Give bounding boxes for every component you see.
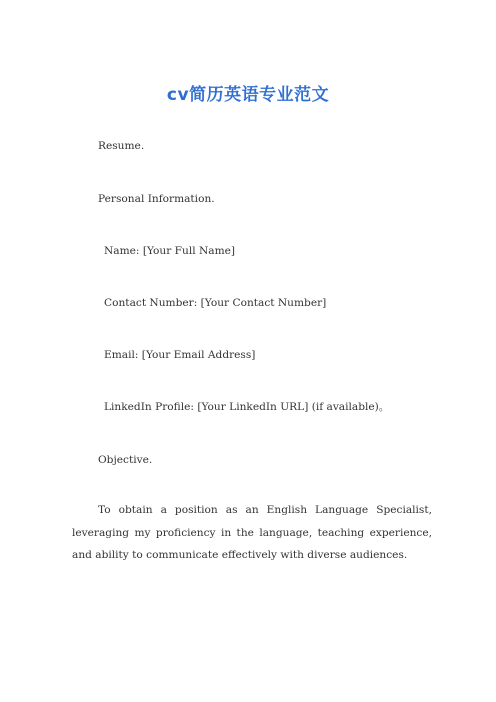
- field-contact-number: Contact Number: [Your Contact Number]: [104, 297, 327, 309]
- objective-paragraph: To obtain a position as an English Language Specialist, leveraging my proficiency in the language, teaching experience, and ability to communicate effectively with diverse audiences.: [72, 504, 432, 561]
- heading-objective: Objective.: [98, 454, 153, 466]
- field-name: Name: [Your Full Name]: [104, 245, 236, 257]
- field-linkedin: LinkedIn Profile: [Your LinkedIn URL] (if available)。: [104, 401, 390, 413]
- field-email: Email: [Your Email Address]: [104, 349, 256, 361]
- heading-resume: Resume.: [98, 140, 145, 152]
- document-title: cv简历英语专业范文: [166, 85, 330, 105]
- heading-personal-information: Personal Information.: [98, 193, 215, 205]
